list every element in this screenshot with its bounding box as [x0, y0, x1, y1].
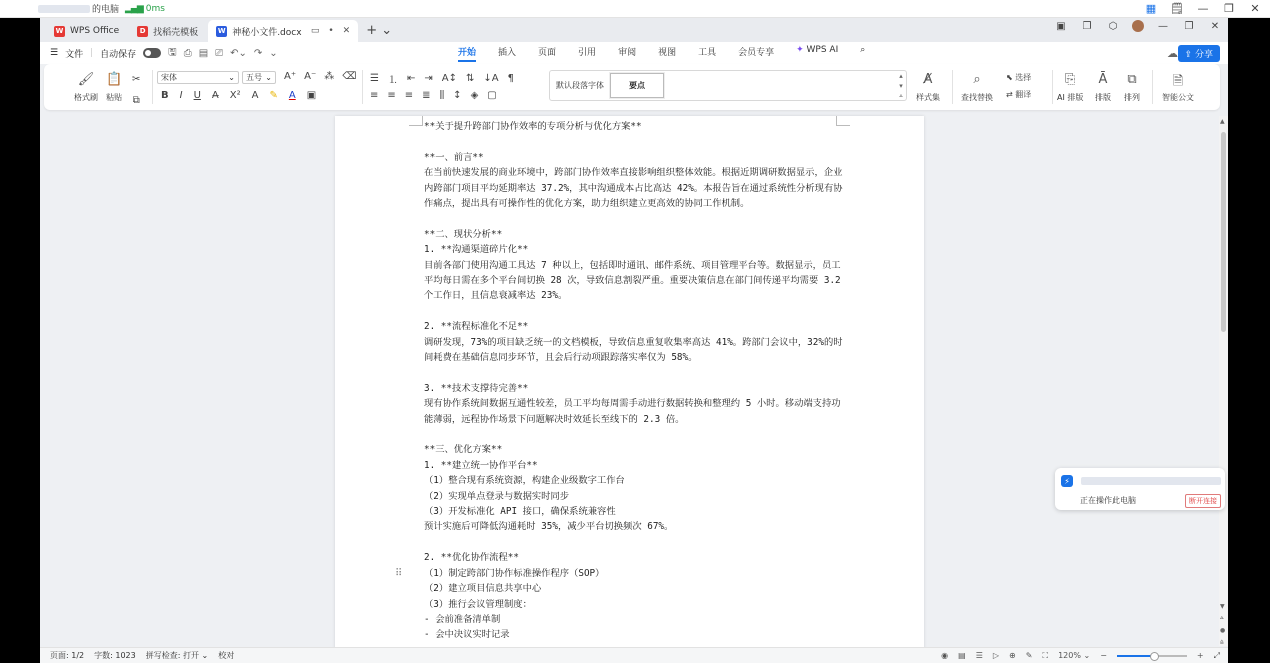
grow-font-icon[interactable]: A⁺ — [284, 71, 297, 82]
dot-icon: • — [328, 26, 334, 36]
find-replace-button[interactable] — [961, 72, 993, 103]
doc-paragraph[interactable]: （1）整合现有系统资源，构建企业级数字工作台 — [424, 475, 625, 487]
redo-icon[interactable]: ↷ — [253, 47, 263, 59]
translate-label: 翻译 — [1015, 90, 1032, 99]
styles-icon: A̸ — [923, 72, 933, 87]
fit-icon[interactable]: ⛶ — [1042, 650, 1049, 660]
tab-document[interactable] — [208, 20, 358, 42]
tab-member[interactable]: 会员专享 — [738, 47, 775, 58]
doc-paragraph[interactable]: 在当前快速发展的商业环境中，跨部门协作效率直接影响组织整体效能。根据近期调研数据显示，企业内跨部门项目平均延期率达 37.2%，其中沟通成本占比高达 42%。本报告旨在通过系统性分析现有协作痛点，提出具有可操作性的优化方案，助力组织建立更高效的协同工作机制。 — [424, 167, 843, 210]
close-tab-icon[interactable]: ✕ — [342, 26, 351, 36]
doc-paragraph[interactable]: **二、现状分析** — [424, 228, 503, 240]
paragraph-tools-top — [370, 71, 514, 86]
doc-paragraph[interactable] — [424, 304, 844, 319]
divider — [952, 70, 953, 104]
doc-paragraph[interactable]: **一、前言** — [424, 151, 484, 163]
tab-wps-ai[interactable] — [796, 45, 838, 62]
autosave-toggle[interactable] — [143, 48, 161, 58]
sort-icon[interactable]: ↓A — [483, 73, 499, 84]
prev-page-icon[interactable]: ⩟ — [1220, 614, 1224, 621]
tab-label: WPS AI — [806, 44, 839, 55]
doc-paragraph[interactable]: - 会中决议实时记录 — [424, 629, 510, 641]
undo-icon[interactable]: ↶⌄ — [230, 47, 247, 59]
distribute-icon[interactable]: ⫼ — [439, 90, 445, 101]
browse-object-icon[interactable]: ● — [1220, 627, 1226, 634]
save-icon[interactable]: 🖫 — [168, 46, 177, 58]
tab-label: 神秘小文件.docx — [232, 27, 302, 38]
tab-home[interactable]: 开始 — [458, 45, 476, 62]
blurred-text — [38, 5, 90, 13]
divider — [1052, 70, 1053, 104]
doc-paragraph[interactable] — [424, 427, 844, 442]
disconnect-button[interactable]: 断开连接 — [1185, 494, 1221, 508]
paragraph-tools-bottom — [370, 90, 497, 101]
cursor-icon: ⬉ — [1006, 73, 1016, 82]
restore-icon[interactable]: ❐ — [1184, 20, 1194, 32]
pc-name: 的电脑 — [92, 5, 120, 15]
layout-icon: Ā — [1098, 72, 1108, 87]
numbered-list-icon[interactable]: ⒈ — [387, 75, 398, 86]
smart-doc-icon: 🗎 — [1172, 74, 1184, 89]
zoom-in-icon[interactable]: + — [1196, 651, 1204, 660]
layout-label: 排版 — [1095, 93, 1111, 102]
styles-button[interactable] — [916, 72, 940, 103]
vertical-scrollbar[interactable] — [1219, 116, 1228, 646]
char-shading-icon[interactable]: ▣ — [306, 90, 317, 101]
bullet-list-icon[interactable]: ☰ — [370, 73, 379, 84]
doc-paragraph[interactable] — [424, 365, 844, 380]
word-count[interactable]: 字数: 1023 — [94, 651, 136, 660]
divider: | — [90, 48, 94, 58]
document-body[interactable] — [424, 119, 847, 643]
font-size-value: 五号 — [246, 73, 262, 82]
calendar-icon[interactable]: ▣ — [1056, 20, 1066, 32]
drag-handle-icon[interactable]: ⠿ — [395, 568, 403, 579]
view-controls — [941, 651, 1220, 661]
clipboard-icon: 📋 — [106, 72, 123, 87]
doc-paragraph[interactable]: （2）建立项目信息共享中心 — [424, 583, 542, 595]
paste-label: 粘贴 — [106, 93, 123, 102]
ribbon — [44, 64, 1220, 110]
doc-paragraph[interactable]: 预计实施后可降低沟通耗时 35%，减少平台切换频次 67%。 — [424, 521, 674, 533]
styles-label: 样式集 — [916, 93, 940, 102]
cloud-sync-icon[interactable]: ☁ — [1167, 46, 1178, 60]
share-button[interactable] — [1178, 45, 1220, 62]
doc-paragraph[interactable]: 1. **沟通渠道碎片化** — [424, 244, 529, 256]
doc-paragraph[interactable]: 调研发现，73%的项目缺乏统一的文档模板，导致信息重复收集率高达 41%。跨部门会议中，32%的时间耗费在基础信息同步环节，且会后行动项跟踪落实率仅为 58%。 — [424, 336, 843, 364]
doc-paragraph[interactable]: （3）开发标准化 API 接口，确保系统兼容性 — [424, 506, 616, 518]
divider — [362, 70, 363, 104]
zoom-level: 120% — [1058, 651, 1081, 660]
share-label: 分享 — [1194, 49, 1213, 60]
blurred-text — [1081, 477, 1221, 485]
ai-layout-button[interactable] — [1057, 72, 1083, 103]
style-default[interactable]: 默认段落字体 — [556, 81, 604, 90]
text-effect-icon[interactable]: A — [251, 90, 259, 101]
signal-icon: ▂▄▆ — [125, 3, 143, 14]
copy-icon[interactable]: ❐ — [1082, 20, 1092, 32]
doc-paragraph[interactable]: 2. **流程标准化不足** — [424, 321, 529, 333]
phonetic-icon[interactable]: ⁂ — [324, 71, 335, 82]
export-pdf-icon[interactable]: ⎙ — [183, 47, 192, 59]
font-size-select[interactable] — [242, 71, 276, 84]
paste-button[interactable] — [106, 72, 122, 103]
font-color-icon[interactable]: A — [288, 90, 296, 101]
proofread[interactable]: 校对 — [218, 651, 235, 660]
doc-paragraph[interactable]: （3）推行会议管理制度： — [424, 598, 532, 610]
file-menu[interactable]: 文件 — [65, 49, 84, 60]
arrange-button[interactable] — [1124, 72, 1140, 103]
window-controls — [1054, 20, 1222, 32]
doc-paragraph[interactable]: （2）实现单点登录与数据实时同步 — [424, 490, 570, 502]
remote-desktop-bar — [0, 0, 1270, 18]
select-button[interactable] — [1006, 72, 1031, 83]
font-name-value: 宋体 — [161, 73, 177, 82]
avatar[interactable] — [1132, 20, 1144, 32]
bold-icon[interactable]: B — [161, 90, 169, 101]
find-replace-label: 查找替换 — [961, 93, 993, 102]
page-view-icon[interactable]: ▤ — [958, 651, 966, 660]
page-count[interactable]: 页面: 1/2 — [50, 651, 85, 660]
smart-doc-label: 智能公文 — [1162, 93, 1194, 102]
superscript-icon[interactable]: X² — [229, 90, 241, 101]
minimize-icon[interactable]: — — [1158, 20, 1168, 32]
font-tools-bottom — [161, 90, 316, 101]
wps-ai-icon: ✦ — [796, 44, 807, 55]
format-painter-label: 格式刷 — [74, 93, 98, 102]
tab-label: 找稻壳模板 — [153, 27, 199, 38]
ai-layout-icon: ⎘ — [1064, 72, 1076, 87]
translate-icon: ⇄ — [1006, 90, 1016, 99]
cube-icon[interactable]: ⬡ — [1108, 20, 1118, 32]
zoom-value[interactable]: 120% ⌄ — [1058, 651, 1091, 660]
show-marks-icon[interactable]: ¶ — [507, 73, 514, 84]
italic-icon[interactable]: I — [179, 90, 183, 101]
notice-text: 正在操作此电脑 — [1080, 496, 1136, 505]
clipboard-tools — [132, 74, 140, 106]
scroll-up-icon[interactable]: ▲ — [1220, 118, 1225, 125]
remote-app-icon: ⚡ — [1061, 475, 1073, 487]
smart-doc-button[interactable] — [1162, 72, 1194, 103]
tab-review[interactable]: 审阅 — [618, 47, 637, 58]
doc-paragraph[interactable]: （1）制定跨部门协作标准操作程序（SOP） — [424, 567, 605, 579]
print-icon[interactable]: ⎚ — [215, 47, 224, 59]
tab-reference[interactable]: 引用 — [578, 47, 597, 58]
gallery-scroll-icon[interactable]: ▴ ▾ ⩡ — [899, 72, 903, 100]
clear-format-icon[interactable]: ⌫ — [342, 71, 357, 82]
fullscreen-icon[interactable]: ⤢ — [1213, 650, 1220, 660]
doc-paragraph[interactable]: **关于提升跨部门协作效率的专项分析与优化方案** — [424, 121, 642, 132]
ribbon-tabs — [458, 45, 865, 62]
shrink-font-icon[interactable]: A⁻ — [304, 71, 317, 82]
play-icon[interactable]: ▷ — [992, 651, 1000, 660]
wps-window — [40, 0, 1228, 663]
border-icon[interactable]: ▢ — [487, 90, 497, 101]
margin-marker — [409, 116, 423, 126]
pen-icon[interactable]: ✎ — [1025, 651, 1033, 660]
arrange-label: 排列 — [1124, 93, 1140, 102]
latency: 0ms — [145, 3, 165, 14]
docer-icon: D — [137, 26, 148, 37]
align-left-icon[interactable]: ≡ — [370, 90, 379, 101]
word-doc-icon: W — [217, 27, 226, 35]
justify-icon[interactable]: ≣ — [422, 90, 431, 101]
scroll-thumb[interactable] — [1221, 132, 1226, 332]
tab-wps-office[interactable] — [46, 20, 127, 42]
grid-icon[interactable]: ▦ — [1145, 2, 1157, 15]
layout-button[interactable] — [1095, 72, 1111, 103]
translate-button[interactable] — [1006, 89, 1031, 100]
share-icon: ⇪ — [1184, 49, 1195, 60]
doc-paragraph[interactable] — [424, 535, 844, 550]
indent-icon[interactable]: ⇥ — [424, 73, 433, 84]
cut-icon[interactable]: ✂ — [132, 74, 141, 85]
select-translate — [1006, 72, 1031, 100]
outline-view-icon[interactable]: ☰ — [975, 651, 983, 660]
tab-insert[interactable]: 插入 — [498, 47, 517, 58]
tab-page[interactable]: 页面 — [538, 47, 557, 58]
close-icon[interactable]: ✕ — [1210, 20, 1220, 32]
paragraph-spacing-icon[interactable]: ↕ — [453, 90, 462, 101]
tab-docer[interactable] — [129, 20, 206, 42]
tab-view[interactable]: 视图 — [658, 47, 677, 58]
doc-paragraph[interactable]: 2. **优化协作流程** — [424, 552, 519, 564]
scroll-down-icon[interactable]: ▼ — [1220, 603, 1225, 610]
next-page-icon[interactable]: ⩠ — [1220, 638, 1224, 645]
minimize-icon[interactable]: — — [1197, 2, 1209, 15]
select-label: 选择 — [1015, 73, 1032, 82]
note-icon[interactable]: 🗒 — [1170, 2, 1184, 15]
close-icon[interactable]: ✕ — [1250, 2, 1260, 15]
copy-icon[interactable]: ⧉ — [132, 95, 140, 106]
search-icon[interactable]: ⌕ — [860, 44, 866, 55]
find-icon: ⌕ — [973, 72, 981, 87]
screen-border — [1228, 18, 1270, 663]
tab-bar — [40, 18, 1228, 42]
line-spacing-icon[interactable]: ⇅ — [465, 73, 475, 84]
underline-icon[interactable]: U — [193, 90, 201, 101]
zoom-out-icon[interactable]: − — [1100, 651, 1107, 660]
remote-control-notice — [1055, 468, 1225, 510]
wps-logo-icon: W — [55, 27, 64, 35]
doc-paragraph[interactable]: 1. **建立统一协作平台** — [424, 459, 538, 471]
doc-paragraph[interactable]: - 会前准备清单制 — [424, 613, 501, 625]
shading-icon[interactable]: ◈ — [470, 90, 479, 101]
spell-check[interactable]: 拼写检查: 打开 ⌄ — [145, 651, 209, 660]
autosave-label: 自动保存 — [100, 49, 137, 60]
menu-icon[interactable]: ☰ — [50, 48, 59, 58]
spell-check-label: 拼写检查: 打开 — [145, 651, 199, 660]
doc-paragraph[interactable]: 目前各部门使用沟通工具达 7 种以上，包括即时通讯、邮件系统、项目管理平台等。数据显示，员工平均每日需在多个平台间切换 28 次，导致信息割裂严重。重要决策信息在部门间传递平均需要 3.2 个工作日，且信息衰减率达 23%。 — [424, 259, 847, 302]
preview-icon[interactable]: ▤ — [198, 47, 209, 59]
document-page[interactable] — [335, 116, 924, 663]
restore-icon[interactable]: ❐ — [1224, 2, 1234, 15]
highlight-icon[interactable]: ✎ — [269, 90, 278, 101]
doc-paragraph[interactable] — [424, 211, 844, 226]
outdent-icon[interactable]: ⇤ — [406, 73, 416, 84]
status-bar — [40, 647, 1228, 663]
format-painter-button[interactable] — [74, 72, 98, 103]
align-right-icon[interactable]: ≡ — [404, 90, 414, 101]
arrange-icon: ⧉ — [1127, 72, 1137, 87]
new-tab-icon[interactable]: + ⌄ — [366, 23, 393, 38]
divider — [1152, 70, 1153, 104]
strikethrough-icon[interactable]: A̶ — [211, 90, 219, 101]
menu-bar — [40, 42, 1228, 64]
font-name-select[interactable] — [157, 71, 239, 84]
tab-tools[interactable]: 工具 — [698, 47, 717, 58]
eye-icon[interactable]: ◉ — [941, 651, 949, 660]
doc-paragraph[interactable]: **三、优化方案** — [424, 444, 503, 456]
brush-icon: 🖌 — [77, 72, 95, 87]
ai-layout-label: AI 排版 — [1057, 93, 1084, 102]
chevron-down-icon: ⌄ — [265, 73, 272, 82]
chevron-down-icon: ⌄ — [228, 73, 235, 82]
chevron-down-icon[interactable]: ⌄ — [269, 47, 278, 59]
doc-paragraph[interactable]: 3. **技术支撑待完善** — [424, 382, 529, 394]
text-direction-icon[interactable]: A↕ — [441, 73, 457, 84]
style-key-point[interactable]: 要点 — [610, 73, 664, 98]
web-view-icon[interactable]: ⊕ — [1009, 651, 1016, 660]
doc-paragraph[interactable]: 现有协作系统间数据互通性较差，员工平均每周需手动进行数据转换和整理约 5 小时。移动端支持功能薄弱，远程协作场景下问题解决时效延长至线下的 2.3 倍。 — [424, 398, 841, 425]
tab-label: WPS Office — [70, 26, 120, 36]
style-gallery — [549, 70, 907, 101]
align-center-icon[interactable]: ≡ — [387, 90, 396, 101]
font-tools-top — [284, 71, 356, 82]
zoom-slider[interactable] — [1117, 655, 1187, 657]
doc-paragraph[interactable] — [424, 134, 844, 149]
divider — [152, 70, 153, 104]
remote-controls — [1144, 2, 1262, 15]
window-mode-icon[interactable]: ▭ — [310, 26, 320, 36]
